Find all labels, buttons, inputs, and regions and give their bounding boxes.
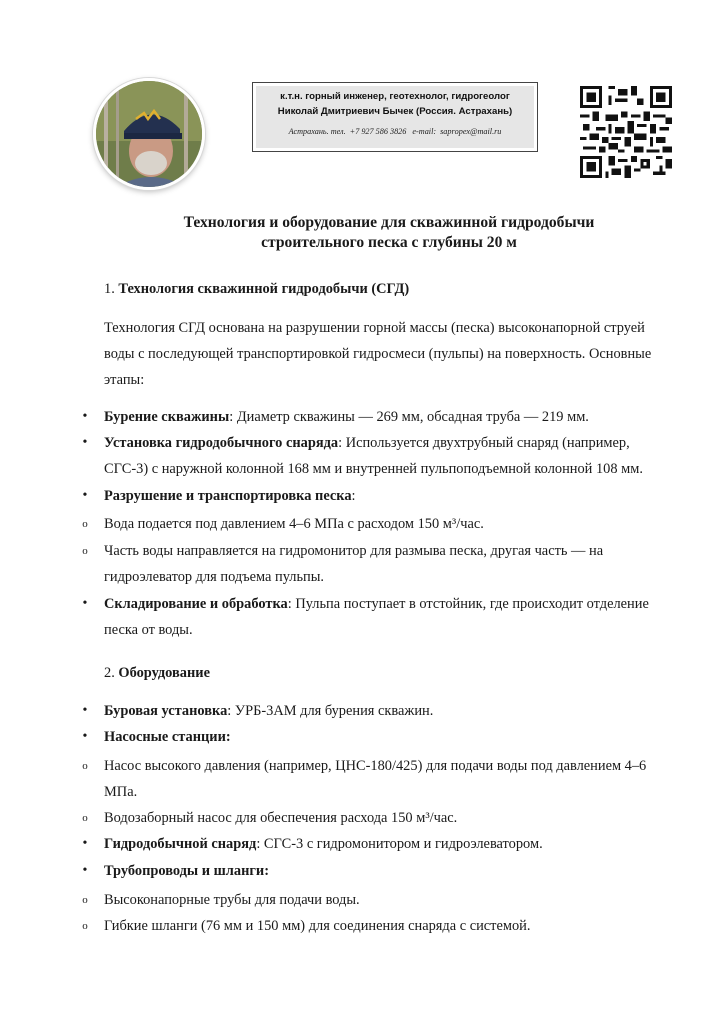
qr-code xyxy=(580,86,672,178)
item-term: Установка гидродобычного снаряда xyxy=(104,435,339,451)
item-term: Гидродобычной снаряд xyxy=(104,836,257,852)
author-name: Николай Дмитриевич Бычек (Россия. Астрахань) xyxy=(277,106,513,117)
list-item xyxy=(80,483,670,509)
contact-city: Астрахань. тел. xyxy=(288,127,346,136)
bullet-icon: • xyxy=(82,488,88,503)
bullet-icon: • xyxy=(82,836,88,851)
item-term: Буровая установка xyxy=(104,703,228,719)
item-text: : Используется двухтрубный снаряд (например, СГС-3) с наружной колонной 168 мм и внутренней пульпоподъемной колонной 108 мм. xyxy=(104,435,643,477)
list-item xyxy=(80,805,670,831)
list-item xyxy=(80,913,670,939)
list-item xyxy=(80,753,670,805)
item-term: Разрушение и транспортировка песка xyxy=(104,488,352,504)
item-text: : xyxy=(351,488,356,504)
author-info-box xyxy=(252,82,538,152)
item-term: Насосные станции: xyxy=(104,729,231,745)
sub-bullet-icon: o xyxy=(82,545,88,557)
list-item xyxy=(80,511,670,537)
list-item xyxy=(80,887,670,913)
list-item xyxy=(80,538,670,590)
list-item xyxy=(80,404,670,430)
list-item xyxy=(80,591,670,643)
item-text: : Пульпа поступает в отстойник, где происходит отделение песка от воды. xyxy=(104,596,649,638)
item-text: Часть воды направляется на гидромонитор для размыва песка, другая часть — на гидроэлеватор для подъема пульпы. xyxy=(104,543,604,585)
item-text: : Диаметр скважины — 269 мм, обсадная труба — 219 мм. xyxy=(229,409,589,425)
author-contacts xyxy=(256,125,534,139)
section-2-title: Оборудование xyxy=(118,665,210,681)
list-item xyxy=(80,698,670,724)
author-credentials: к.т.н. горный инженер, геотехнолог, гидрогеолог xyxy=(280,91,510,102)
sub-bullet-icon: o xyxy=(82,894,88,906)
bullet-icon: • xyxy=(82,863,88,878)
section-1-heading xyxy=(104,279,409,299)
bullet-icon: • xyxy=(82,703,88,718)
list-item xyxy=(80,831,670,857)
bullet-icon: • xyxy=(82,729,88,744)
list-item xyxy=(80,724,670,750)
sub-bullet-icon: o xyxy=(82,518,88,530)
list-item xyxy=(80,858,670,884)
item-term: Бурение скважины xyxy=(104,409,230,425)
author-photo xyxy=(93,78,205,190)
bullet-icon: • xyxy=(82,596,88,611)
sub-bullet-icon: o xyxy=(82,920,88,932)
bullet-icon: • xyxy=(82,435,88,450)
bullet-icon: • xyxy=(82,409,88,424)
title-line-1: Технология и оборудование для скважинной гидродобычи xyxy=(183,214,595,231)
document-title xyxy=(100,213,678,253)
contact-phone: +7 927 586 3826 xyxy=(349,127,407,136)
item-term: Складирование и обработка xyxy=(104,596,288,612)
list-item xyxy=(80,430,670,482)
item-text: Высоконапорные трубы для подачи воды. xyxy=(104,892,360,908)
contact-email: saprорех@mail.ru xyxy=(440,127,502,136)
section-2-number: 2. xyxy=(104,665,115,681)
item-text: Насос высокого давления (например, ЦНС-180/425) для подачи воды под давлением 4–6 МПа. xyxy=(104,758,647,800)
item-text: Вода подается под давлением 4–6 МПа с расходом 150 м³/час. xyxy=(104,516,484,532)
section-1-number: 1. xyxy=(104,281,115,297)
title-line-2: строительного песка с глубины 20 м xyxy=(261,234,517,251)
section-2-heading xyxy=(104,663,210,683)
item-text: Водозаборный насос для обеспечения расхода 150 м³/час. xyxy=(104,810,458,826)
sub-bullet-icon: o xyxy=(82,760,88,772)
item-term: Трубопроводы и шланги: xyxy=(104,863,269,879)
contact-email-label: e-mail: xyxy=(412,127,437,136)
item-text: Гибкие шланги (76 мм и 150 мм) для соединения снаряда с системой. xyxy=(104,918,531,934)
item-text: : УРБ-3АМ для бурения скважин. xyxy=(227,703,434,719)
section-1-intro: Технология СГД основана на разрушении горной массы (песка) высоконапорной струей воды с последующей транспортировкой гидросмеси (пульпы) на поверхность. Основные этапы: xyxy=(104,320,652,388)
section-1-title: Технология скважинной гидродобычи (СГД) xyxy=(118,281,410,297)
item-text: : СГС-3 с гидромонитором и гидроэлеватором. xyxy=(256,836,543,852)
sub-bullet-icon: o xyxy=(82,812,88,824)
